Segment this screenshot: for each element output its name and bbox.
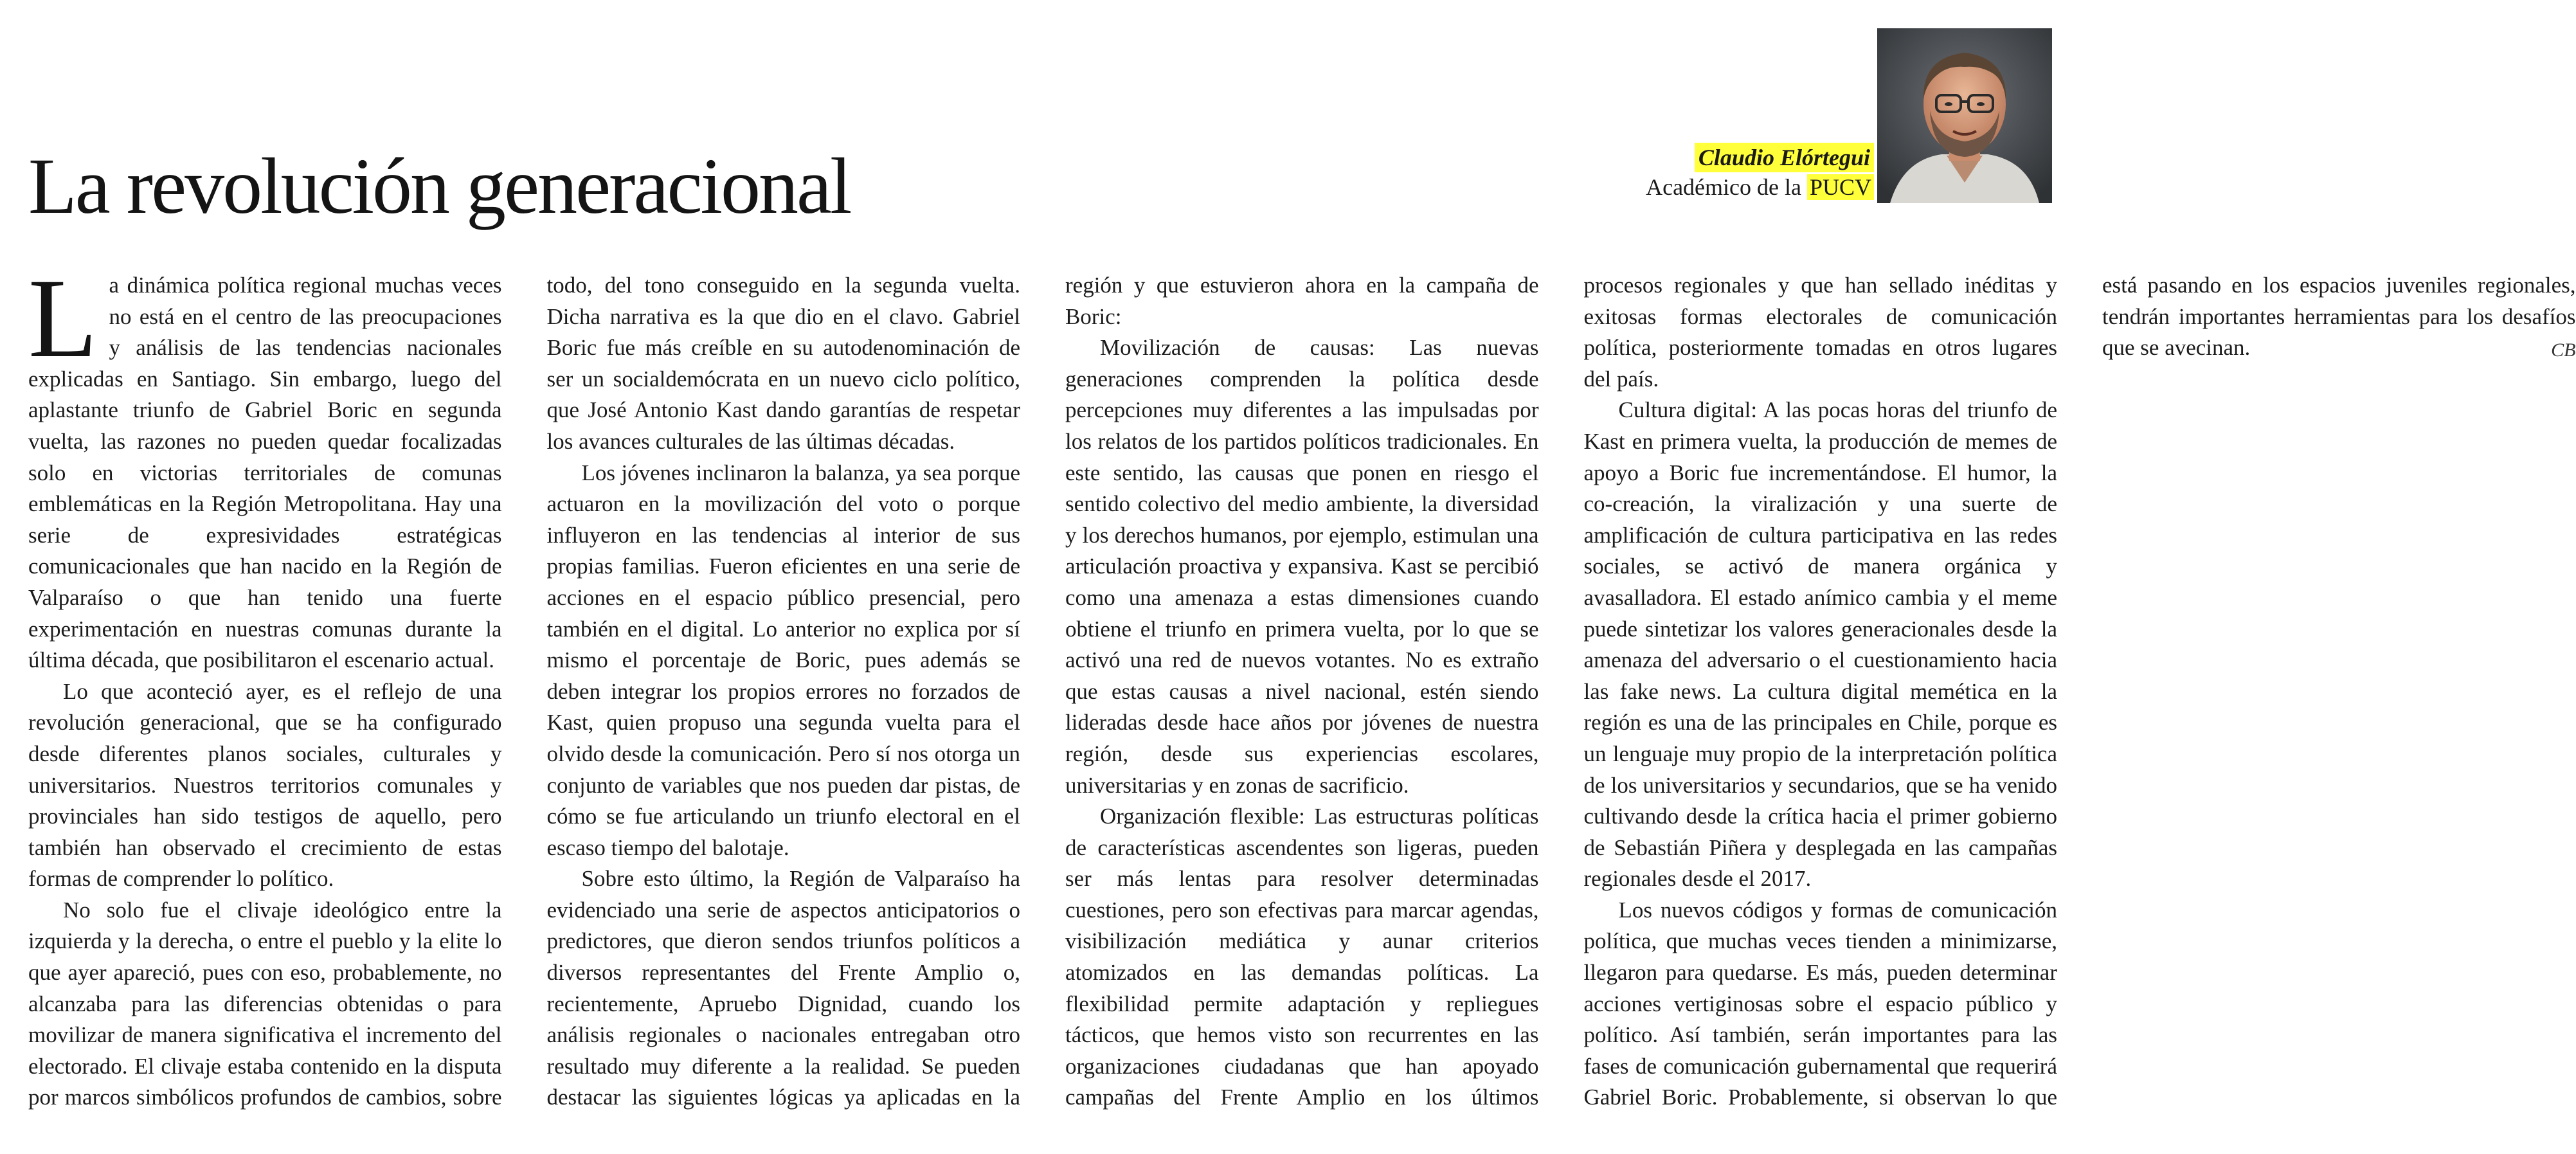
author-portrait	[1877, 28, 2052, 203]
article-body	[28, 256, 2576, 1119]
article-paragraph: Lo que aconteció ayer, es el reflejo de una revolución generacional, que se ha configurado desde diferentes planos sociales, culturales y universitarios. Nuestros territorios comunales y provinciales han sido testigos de aquello, pero también han observado el crecimiento de estas formas de comprender lo político.	[28, 678, 502, 892]
article-paragraph: No solo fue el clivaje ideológico entre la izquierda y la derecha, o entre el pueblo y la elite lo que ayer apareció, pues con eso, probablemente, no alcanzaba para las diferencias obtenidas o para movilizar de manera significativa el incremento del electorado. El clivaje estaba contenido en la disputa por marcos simbólicos profundos de cambios, sobre todo, del tono conseguido en la segunda vuelta. Dicha narrativa es la que dio en el clavo. Gabriel Boric fue más creíble en su autodenominación de ser un socialdemócrata en un nuevo ciclo político, que José Antonio Kast dando garantías de respetar los avances culturales de las últimas décadas.	[28, 273, 1020, 1110]
author-affiliation	[1646, 172, 1874, 202]
article-paragraph: Movilización de causas: Las nuevas generaciones comprenden la política desde percepciones muy diferentes a las impulsadas por los relatos de los partidos políticos tradicionales. En este sentido, las causas que ponen en riesgo el sentido colectivo del medio ambiente, la diversidad y los derechos humanos, por ejemplo, estimulan una articulación proactiva y expansiva. Kast se percibió como una amenaza a estas dimensiones cuando obtiene el triunfo en primera vuelta, por lo que se activó una red de nuevos votantes. No es extraño que estas causas a nivel nacional, estén siendo lideradas desde hace años por jóvenes de nuestra región, desde sus experiencias escolares, universitarias y en zonas de sacrificio.	[1065, 335, 1539, 798]
drop-cap: L	[28, 256, 98, 381]
article-paragraph	[28, 256, 502, 676]
article-paragraph: Sobre esto último, la Región de Valparaíso ha evidenciado una serie de aspectos anticipatorios o predictores, que dieron sendos triunfos políticos a diversos representantes del Frente Amplio o, recientemente, Apruebo Dignidad, cuando los análisis regionales o nacionales entregaban otro resultado muy diferente a la realidad. Se pueden destacar las siguientes lógicas ya aplicadas en la región y que estuvieron ahora en la campaña de Boric:	[546, 273, 1539, 1110]
author-portrait-image	[1877, 28, 2052, 203]
end-mark: CB	[2551, 339, 2576, 361]
article-paragraph: Organización flexible: Las estructuras políticas de características ascendentes son ligeras, pueden ser más lentas para resolver determinadas cuestiones, pero son efectivas para marcar agendas, visibilización mediática y aunar criterios atomizados en las demandas políticas. La flexibilidad permite adaptación y repliegues tácticos, que hemos visto son recurrentes en las organizaciones ciudadanas que han apoyado campañas del Frente Amplio en los últimos procesos regionales y que han sellado inéditas y exitosas formas electorales de comunicación política, posteriormente tomadas en otros lugares del país.	[1065, 273, 2057, 1110]
affiliation-prefix: Académico de la	[1646, 174, 1801, 200]
article-paragraph: Cultura digital: A las pocas horas del triunfo de Kast en primera vuelta, la producción de memes de apoyo a Boric fue incrementándose. El humor, la co-creación, la viralización y una suerte de amplificación de cultura participativa en las redes sociales, se activó de manera orgánica y avasalladora. El estado anímico cambia y el meme puede sintetizar los valores generacionales desde la amenaza del adversario o el cuestionamiento hacia las fake news. La cultura digital memética en la región es una de las principales en Chile, porque es un lenguaje muy propio de la interpretación política de los universitarios y secundarios, que se ha venido cultivando desde la crítica hacia el primer gobierno de Sebastián Piñera y desplegada en las campañas regionales desde el 2017.	[1583, 397, 2057, 892]
article-paragraph: Los jóvenes inclinaron la balanza, ya sea porque actuaron en la movilización del voto o porque influyeron en las tendencias al interior de sus propias familias. Fueron eficientes en una serie de acciones en el espacio público presencial, pero también en el digital. Lo anterior no explica por sí mismo el porcentaje de Boric, pues además se deben integrar los propios errores no forzados de Kast, quien propuso una segunda vuelta para el olvido desde la comunicación. Pero sí nos otorga un conjunto de variables que nos pueden dar pistas, de cómo se fue articulando un triunfo electoral en el escaso tiempo del balotaje.	[546, 460, 1020, 860]
paragraph-text: a dinámica política regional muchas veces no está en el centro de las preocupaciones y análisis de las tendencias nacionales explicadas en Santiago. Sin embargo, luego del aplastante triunfo de Gabriel Boric en segunda vuelta, las razones no pueden quedar focalizadas solo en victorias territoriales de comunas emblemáticas en la Región Metropolitana. Hay una serie de expresividades estratégicas comunicacionales que han nacido en la Región de Valparaíso o que han tenido una fuerte experimentación en nuestras comunas durante la última década, que posibilitaron el escenario actual.	[28, 273, 502, 673]
author-name: Claudio Elórtegui	[1695, 143, 1874, 172]
headline: La revolución generacional	[28, 142, 851, 230]
affiliation-highlight: PUCV	[1807, 174, 1874, 200]
byline	[1646, 143, 1874, 202]
paragraph-text: Los nuevos códigos y formas de comunicación política, que muchas veces tienden a minimizarse, llegaron para quedarse. Es más, pueden determinar acciones vertiginosas sobre el espacio público y político. Así también, serán importantes para las fases de comunicación gubernamental que requerirá Gabriel Boric. Probablemente, si observan lo que está pasando en los espacios juveniles regionales, tendrán importantes herramientas para los desafíos que se avecinan.	[1583, 273, 2576, 1110]
